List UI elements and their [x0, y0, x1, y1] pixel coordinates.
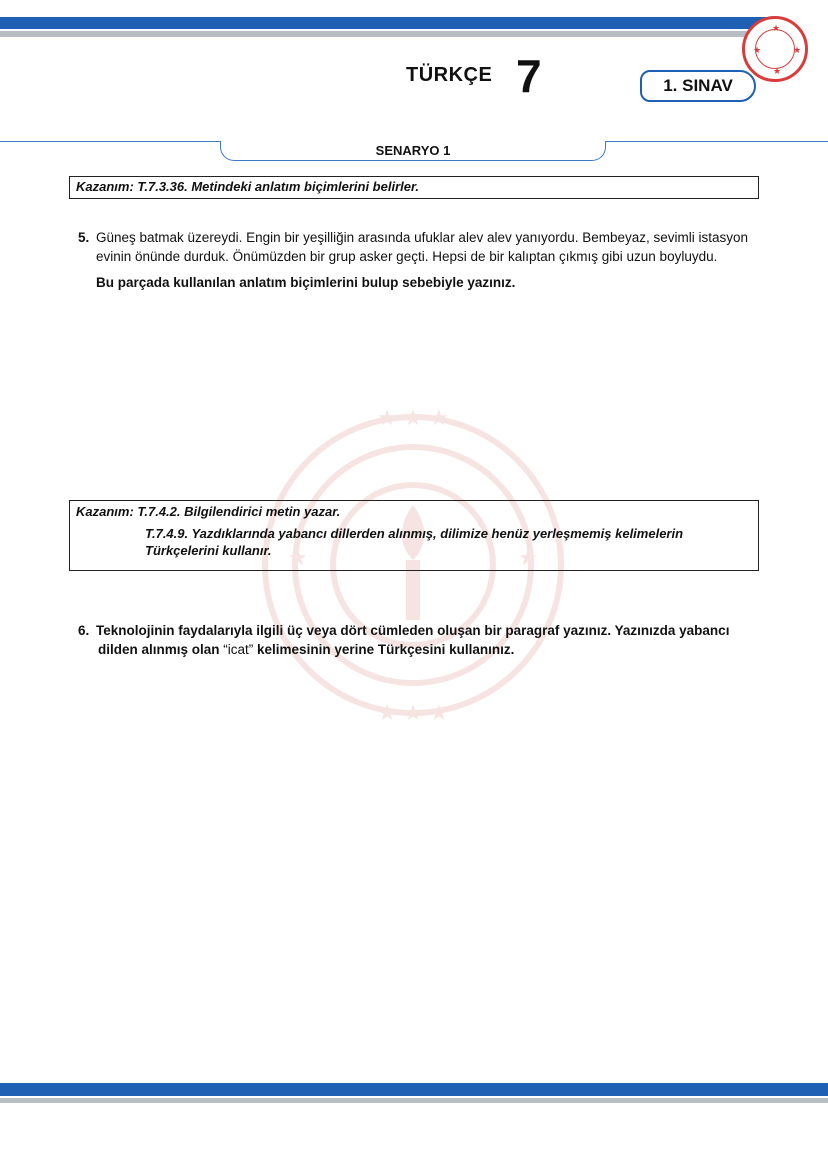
kazanim-2-line-2a: T.7.4.9. Yazdıklarında yabancı dillerden alınmış, dilimize henüz yerleşmemiş kelimelerin — [145, 526, 684, 541]
grade-number: 7 — [516, 50, 542, 102]
kazanim-2-line-1: Kazanım: T.7.4.2. Bilgilendirici metin yazar. — [76, 504, 341, 519]
question-6-line-2-before: dilden alınmış olan — [98, 642, 224, 657]
footer-bar-blue — [0, 1083, 828, 1096]
question-5-instruction: Bu parçada kullanılan anlatım biçimlerini bulup sebebiyle yazınız. — [96, 275, 516, 290]
header-bar-blue — [0, 17, 768, 29]
footer-bar-gray — [0, 1098, 828, 1103]
svg-text:★ ★ ★: ★ ★ ★ — [377, 405, 449, 430]
svg-text:★ ★ ★: ★ ★ ★ — [377, 700, 449, 725]
seal-star-icon: ★ — [772, 23, 781, 33]
question-6-line-1: Teknolojinin faydalarıyla ilgili üç veya dört cümleden oluşan bir paragraf yazınız. Yazınızda yabancı — [96, 623, 730, 638]
question-number: 5. — [78, 230, 90, 245]
header-bar-gray — [0, 31, 760, 37]
question-6-quoted-word: “icat” — [223, 642, 254, 657]
kazanim-2-line-2b: Türkçelerini kullanır. — [145, 543, 272, 558]
question-5-line-2: evinin önünde durduk. Önümüzden bir grup asker geçti. Hepsi de bir kalıptan çıkmış gibi uzun boyluydu. — [96, 249, 718, 264]
question-number: 6. — [78, 623, 90, 638]
seal-star-icon: ★ — [773, 66, 782, 76]
seal-star-icon: ★ — [753, 45, 762, 55]
kazanim-text: Kazanım: T.7.3.36. Metindeki anlatım biçimlerini belirler. — [76, 179, 419, 194]
question-6-line-2-after: kelimesinin yerine Türkçesini kullanınız. — [253, 642, 515, 657]
question-5 — [78, 228, 768, 266]
ministry-seal-logo — [742, 16, 808, 82]
question-6 — [78, 621, 768, 659]
subject-title: TÜRKÇE — [406, 64, 493, 86]
kazanim-box-1 — [69, 176, 759, 199]
svg-text:★: ★ — [518, 545, 538, 570]
svg-text:★: ★ — [288, 545, 308, 570]
seal-star-icon: ★ — [793, 45, 802, 55]
kazanim-box-2 — [69, 500, 759, 571]
question-5-line-1: Güneş batmak üzereydi. Engin bir yeşilliğin arasında ufuklar alev alev yanıyordu. Bembeyaz, sevimli istasyon — [96, 230, 749, 245]
exam-label-tab: 1. SINAV — [640, 70, 756, 102]
scenario-title: SENARYO 1 — [220, 141, 606, 161]
